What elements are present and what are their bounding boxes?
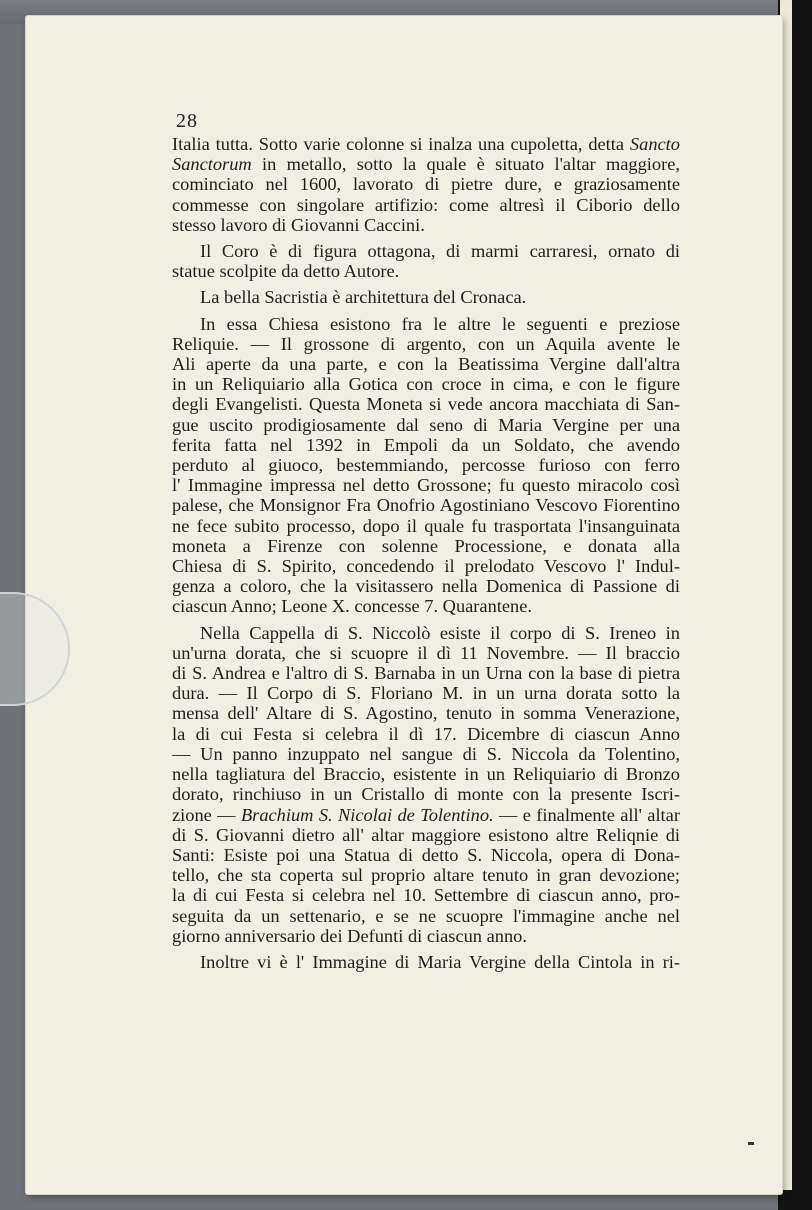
text-line: Italia tutta. Sotto varie colonne si inalza una cupoletta, detta Sancto [172, 134, 680, 154]
text-line: Nella Cappella di S. Niccolò esiste il corpo di S. Ireneo in [200, 622, 680, 643]
text-line: tello, che sta coperta sul proprio altare tenuto in gran devozione; [172, 865, 680, 886]
text-line: Sanctorum in metallo, sotto la quale è situato l'altar maggiore, [172, 154, 680, 175]
text-line: Chiesa di S. Spirito, concedendo il prelodato Vescovo l' Indul- [172, 556, 680, 577]
text-line: La bella Sacristia è architettura del Cronaca. [200, 287, 527, 308]
text-line: perduto al giuoco, bestemmiando, percosse furioso con ferro [172, 455, 680, 476]
text-line: In essa Chiesa esistono fra le altre le seguenti e preziose [200, 313, 680, 334]
text-line: zione — Brachium S. Nicolai de Tolentino. — e finalmente all' altar [172, 804, 680, 825]
text-line: di S. Andrea e l'altro di S. Barnaba in un Urna con la base di pietra [172, 663, 680, 684]
text-line: un'urna dorata, che si scuopre il dì 11 Novembre. — Il braccio [172, 642, 680, 663]
text-line: di S. Giovanni dietro all' altar maggiore esistono altre Reliqnie di [172, 824, 680, 845]
text-line: giorno anniversario dei Defunti di ciascun anno. [172, 925, 527, 946]
text-line: ciascun Anno; Leone X. concesse 7. Quarantene. [172, 596, 533, 617]
text-line: genza a coloro, che la visitassero nella Domenica di Passione di [172, 576, 680, 597]
text-line: seguita da un settenario, e se ne scuopre l'immagine anche nel [172, 905, 680, 926]
text-line: Il Coro è di figura ottagona, di marmi carraresi, ornato di [200, 241, 680, 262]
text-line: ferita fatta nel 1392 in Empoli da un Soldato, che avendo [172, 434, 680, 455]
next-page-edge [778, 0, 812, 1210]
text-line: Ali aperte da una parte, e con la Beatissima Vergine dall'altra [172, 354, 680, 375]
text-line: in un Reliquiario alla Gotica con croce in cima, e con le figure [172, 374, 680, 395]
text-line: nella tagliatura del Braccio, esistente in un Reliquiario di Bronzo [172, 764, 680, 785]
text-line: dorato, rinchiuso in un Cristallo di monte con la presente Iscri- [172, 784, 680, 805]
text-line: statue scolpite da detto Autore. [172, 261, 400, 282]
text-line: Inoltre vi è l' Immagine di Maria Vergine della Cintola in ri- [200, 951, 680, 972]
text-line: — Un panno inzuppato nel sangue di S. Niccola da Tolentino, [172, 743, 680, 764]
text-line: mensa dell' Altare di S. Agostino, tenuto in somma Venerazione, [172, 703, 680, 724]
page-text [172, 134, 680, 972]
text-line: degli Evangelisti. Questa Moneta si vede ancora macchiata di San- [172, 394, 680, 415]
text-line: gue uscito prodigiosamente dal seno di Maria Vergine per una [172, 414, 680, 435]
text-line: la di cui Festa si celebra il dì 17. Dicembre di ciascun Anno [172, 723, 680, 744]
text-line: moneta a Firenze con solenne Processione, e donata alla [172, 535, 680, 556]
text-line: Santi: Esiste poi una Statua di detto S. Niccola, opera di Dona- [172, 844, 680, 865]
text-line: cominciato nel 1600, lavorato di pietre dure, e graziosamente [172, 174, 680, 195]
text-line: palese, che Monsignor Fra Onofrio Agostiniano Vescovo Fiorentino [172, 495, 680, 516]
text-line: stesso lavoro di Giovanni Caccini. [172, 214, 425, 235]
text-line: la di cui Festa si celebra nel 10. Settembre di ciascun anno, pro- [172, 885, 680, 906]
text-line: l' Immagine impressa nel detto Grossone; fu questo miracolo così [172, 475, 680, 496]
text-line: commesse con singolare artifizio: come altresì il Ciborio dello [172, 194, 680, 215]
text-line: dura. — Il Corpo di S. Floriano M. in un urna dorata sotto la [172, 683, 680, 704]
text-line: ne fece subito processo, dopo il quale fu trasportata l'insanguinata [172, 515, 680, 536]
text-line: Reliquie. — Il grossone di argento, con un Aquila avente le [172, 333, 680, 354]
page-number: 28 [176, 110, 198, 132]
printer-mark [748, 1142, 754, 1145]
